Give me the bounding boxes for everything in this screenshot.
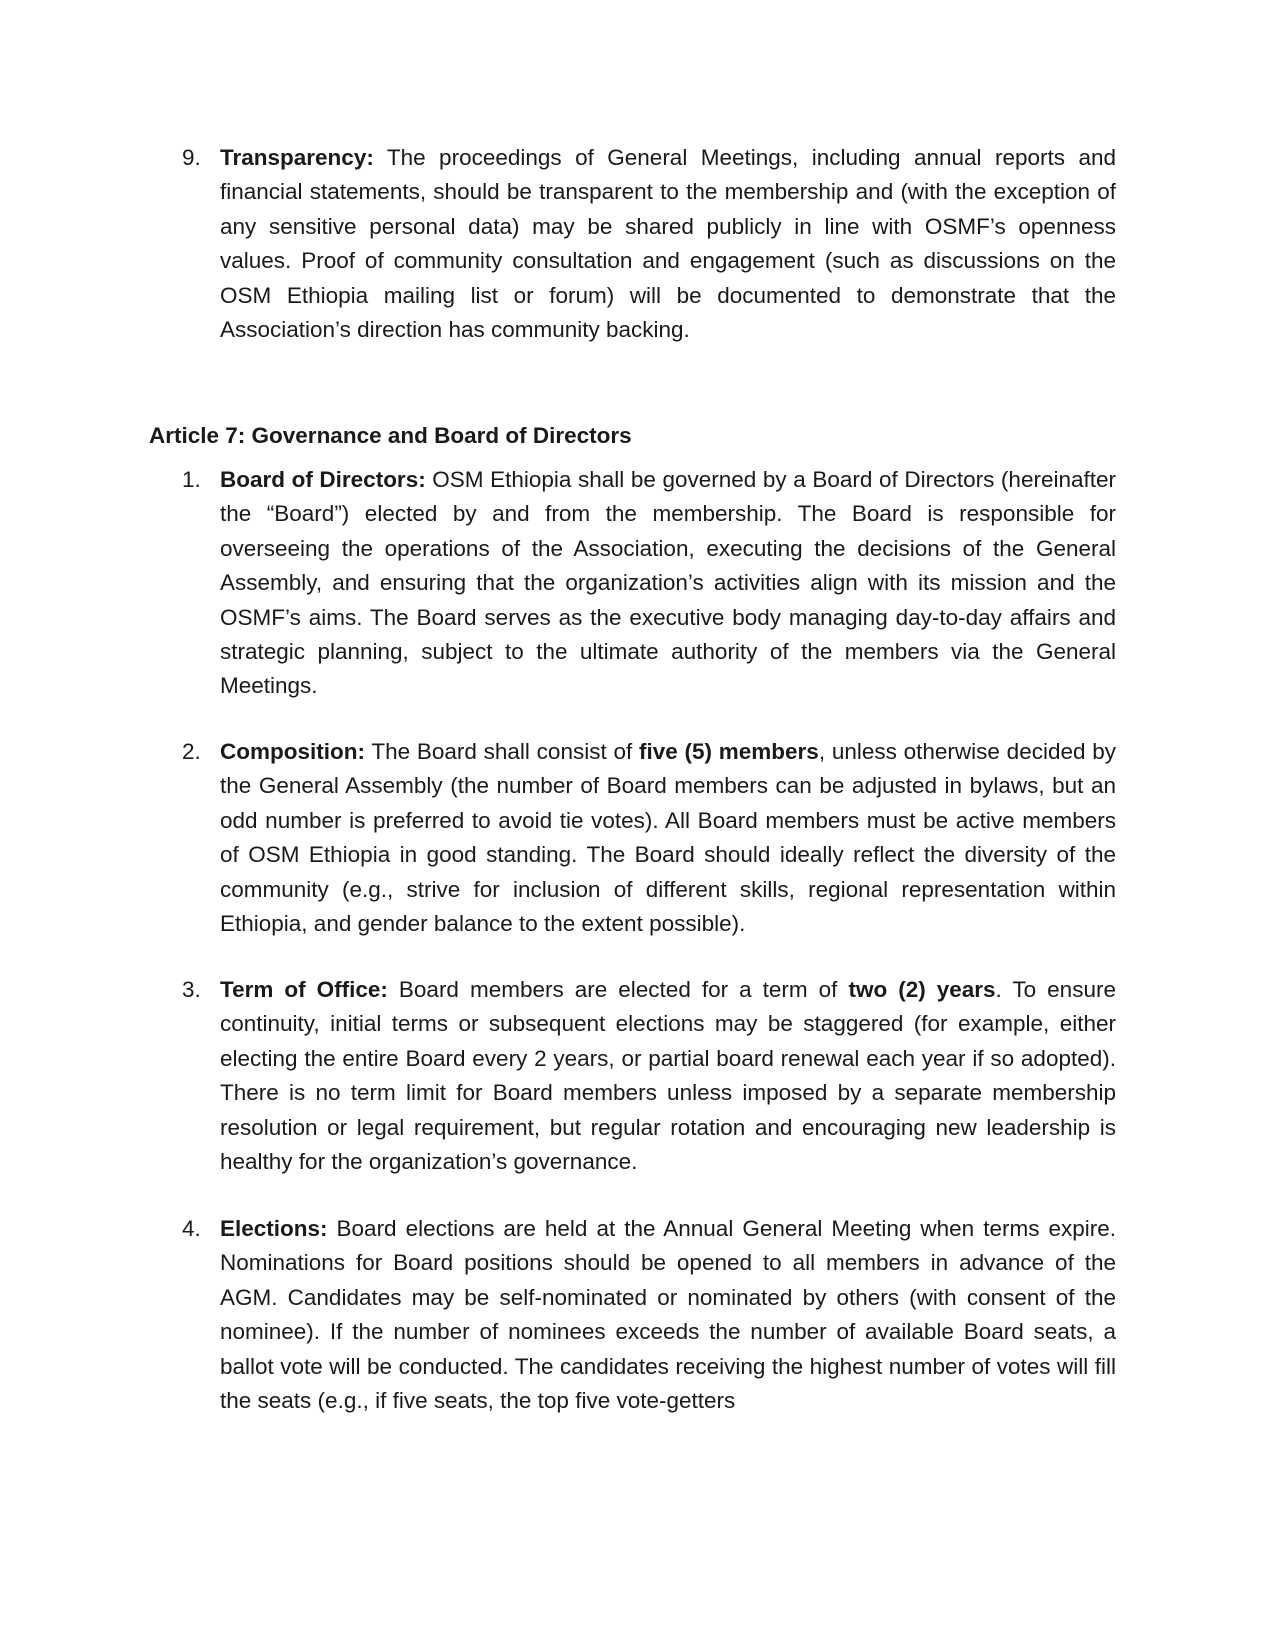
item-text: The Board shall consist of xyxy=(364,739,639,764)
item-label: Elections: xyxy=(220,1216,328,1241)
list-item-board-of-directors xyxy=(182,463,1116,704)
list-item-body xyxy=(220,141,1116,347)
item-label: Composition: xyxy=(220,739,365,764)
list-item-composition xyxy=(182,735,1116,941)
list-item-elections xyxy=(182,1212,1116,1418)
list-item-transparency xyxy=(182,141,1116,347)
item-text: OSM Ethiopia shall be governed by a Board of Directors (hereinafter the “Board”) elected by and from the membership. The Board is responsible for overseeing the operations of the Association, executing the decisions of the General Assembly, and ensuring that the organization’s activities align with its mission and the OSMF’s aims. The Board serves as the executive body managing day-to-day affairs and strategic planning, subject to the ultimate authority of the members via the General Meetings. xyxy=(220,467,1116,699)
item-emphasis: five (5) members xyxy=(638,739,819,764)
item-text: Board members are elected for a term of xyxy=(387,977,849,1002)
item-text: . To ensure continuity, initial terms or subsequent elections may be staggered (for example, either electing the entire Board every 2 years, or partial board renewal each year if so adopted). There is no term limit for Board members unless imposed by a separate membership resolution or legal requirement, but regular rotation and encouraging new leadership is healthy for the organization’s governance. xyxy=(220,977,1116,1175)
list-item-body xyxy=(220,1212,1116,1418)
list-item-body xyxy=(220,735,1116,941)
item-label: Term of Office: xyxy=(220,977,388,1002)
list-number: 9. xyxy=(182,145,201,170)
list-item-term-of-office xyxy=(182,973,1116,1179)
list-number: 3. xyxy=(182,977,201,1002)
article-heading: Article 7: Governance and Board of Directors xyxy=(149,423,632,448)
list-item-body xyxy=(220,973,1116,1179)
list-number: 1. xyxy=(182,467,201,492)
item-emphasis: two (2) years xyxy=(848,977,996,1002)
list-item-body xyxy=(220,463,1116,704)
list-number: 2. xyxy=(182,739,201,764)
item-text: Board elections are held at the Annual General Meeting when terms expire. Nominations for Board positions should be opened to all members in advance of the AGM. Candidates may be self-nominated or nominated by others (with consent of the nominee). If the number of nominees exceeds the number of available Board seats, a ballot vote will be conducted. The candidates receiving the highest number of votes will fill the seats (e.g., if five seats, the top five vote-getters xyxy=(220,1216,1116,1414)
item-text: , unless otherwise decided by the General Assembly (the number of Board members can be adjusted in bylaws, but an odd number is preferred to avoid tie votes). All Board members must be active members of OSM Ethiopia in good standing. The Board should ideally reflect the diversity of the community (e.g., strive for inclusion of different skills, regional representation within Ethiopia, and gender balance to the extent possible). xyxy=(220,739,1117,937)
list-number: 4. xyxy=(182,1216,201,1241)
item-label: Board of Directors: xyxy=(220,467,426,492)
item-label: Transparency: xyxy=(220,145,374,170)
item-text: The proceedings of General Meetings, including annual reports and financial statements, should be transparent to the membership and (with the exception of any sensitive personal data) may be shared publicly in line with OSMF’s openness values. Proof of community consultation and engagement (such as discussions on the OSM Ethiopia mailing list or forum) will be documented to demonstrate that the Association’s direction has community backing. xyxy=(220,145,1116,343)
